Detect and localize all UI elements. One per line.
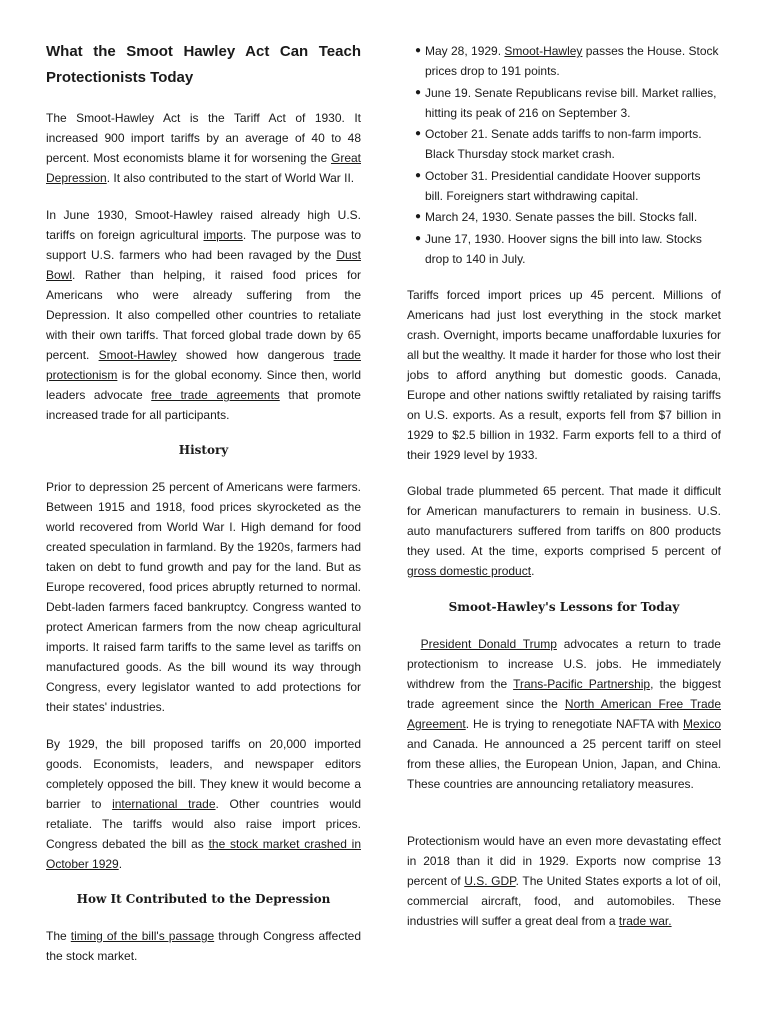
history-paragraph-2: By 1929, the bill proposed tariffs on 20,000 imported goods. Economists, leaders, and newspaper editors completely opposed the bill. They knew it would become a barrier to international trade. Other countries would retaliate. The tariffs would also raise import prices. Congress debated the bill as the stock market crashed in October 1929. bbox=[46, 737, 361, 871]
lessons-paragraph: President Donald Trump advocates a return to trade protectionism to increase U.S. jobs. He immediately withdrew from the Trans-Pacific Partnership, the biggest trade agreement since the North American Free Trade Agreement. He is trying to renegotiate NAFTA with Mexico and Canada. He announced a 25 percent tariff on steel from these allies, the European Union, Japan, and China. These countries are announcing retaliatory measures. bbox=[407, 637, 721, 791]
intro-paragraph: The Smoot-Hawley Act is the Tariff Act of 1930. It increased 900 import tariffs by an average of 40 to 48 percent. Most economists blame it for worsening the Great Depression. It also contributed to the start of World War II. bbox=[46, 111, 361, 185]
link-trans-pacific-partnership[interactable]: Trans-Pacific Partnership bbox=[513, 677, 651, 691]
link-gross-domestic-product[interactable]: gross domestic product bbox=[407, 564, 532, 578]
bullet-icon: ● bbox=[415, 232, 422, 244]
link-dust-bowl[interactable]: Dust Bowl bbox=[46, 248, 361, 282]
final-paragraph: Protectionism would have an even more devastating effect in 2018 than it did in 1929. Exports now comprise 13 percent of U.S. GDP. The United States exports a lot of oil, commercial aircraft, food, and automobiles. These industries will suffer a great deal from a trade war. bbox=[407, 834, 721, 928]
link-mexico[interactable]: Mexico bbox=[682, 717, 721, 731]
timeline-item: ● June 19. Senate Republicans revise bill. Market rallies, hitting its peak of 216 on September 3. bbox=[415, 83, 721, 123]
bullet-icon: ● bbox=[415, 169, 422, 181]
global-trade-paragraph: Global trade plummeted 65 percent. That made it difficult for American manufacturers to remain in business. U.S. auto manufacturers suffered from tariffs on 800 products they used. At the time, exports comprised 5 percent of gross domestic product. bbox=[407, 484, 721, 578]
timeline-item: ● May 28, 1929. Smoot-Hawley passes the House. Stock prices drop to 191 points. bbox=[415, 41, 721, 81]
link-timing-of-bill[interactable]: timing of the bill's passage bbox=[70, 929, 215, 943]
link-timeline-smoot-hawley[interactable]: Smoot-Hawley bbox=[504, 44, 583, 58]
link-great-depression[interactable]: Great Depression bbox=[46, 151, 361, 185]
link-imports[interactable]: imports bbox=[203, 228, 243, 242]
heading-lessons-for-today: Smoot-Hawley's Lessons for Today bbox=[448, 600, 680, 614]
timeline-item: ● June 17, 1930. Hoover signs the bill into law. Stocks drop to 140 in July. bbox=[415, 229, 721, 269]
history-paragraph-1: Prior to depression 25 percent of Americans were farmers. Between 1915 and 1918, food prices skyrocketed as the world recovered from World War I. High demand for food created speculation in farmland. By the 1920s, farmers had taken on debt to fund growth and pay for the land. But as Europe recovered, food prices abruptly returned to normal. Debt-laden farmers faced bankruptcy. Congress wanted to protect American farmers from the now cheap agricultural imports. It raised farm tariffs to the same level as tariffs on manufactured goods. As the bill wound its way through Congress, every legislator wanted to add protections for their states' industries. bbox=[46, 480, 361, 714]
timeline-item: ● October 31. Presidential candidate Hoover supports bill. Foreigners start withdrawing capital. bbox=[415, 166, 721, 206]
timeline-list bbox=[415, 41, 721, 270]
link-free-trade-agreements[interactable]: free trade agreements bbox=[151, 388, 280, 402]
link-nafta[interactable]: North American Free Trade Agreement bbox=[407, 697, 721, 731]
bullet-icon: ● bbox=[415, 128, 422, 139]
paragraph-june-1930: In June 1930, Smoot-Hawley raised already high U.S. tariffs on foreign agricultural imports. The purpose was to support U.S. farmers who had been ravaged by the Dust Bowl. Rather than helping, it raised food prices for Americans who were already suffering from the Depression. It also compelled other countries to retaliate with their own tariffs. That forced global trade down by 65 percent. Smoot-Hawley showed how dangerous trade protectionism is for the global economy. Since then, world leaders advocate free trade agreements that promote increased trade for all participants. bbox=[46, 208, 361, 422]
heading-history: History bbox=[178, 443, 229, 457]
timeline-item: ● October 21. Senate adds tariffs to non-farm imports. Black Thursday stock market crash. bbox=[415, 124, 721, 164]
heading-how-it-contributed: How It Contributed to the Depression bbox=[76, 892, 331, 906]
bullet-icon: ● bbox=[415, 45, 422, 56]
link-trade-protectionism[interactable]: trade protectionism bbox=[46, 348, 361, 382]
tariffs-paragraph: Tariffs forced import prices up 45 percent. Millions of Americans had just lost everything in the stock market crash. Overnight, imports became unaffordable luxuries for all but the wealthy. It made it harder for those who lost their jobs to afford anything but domestic goods. Canada, Europe and other nations swiftly retaliated by raising tariffs on U.S. exports. As a result, exports fell from $7 billion in 1929 to $2.5 billion in 1932. Farm exports fell to a third of their 1929 level by 1933. bbox=[407, 288, 721, 462]
bullet-icon: ● bbox=[415, 86, 422, 98]
link-international-trade[interactable]: international trade bbox=[112, 797, 216, 811]
link-stock-market-crash[interactable]: the stock market crashed in October 1929 bbox=[46, 837, 361, 871]
contrib-paragraph: The timing of the bill's passage through Congress affected the stock market. bbox=[46, 929, 361, 963]
bullet-icon: ● bbox=[415, 211, 422, 222]
link-president-donald-trump[interactable]: President Donald Trump bbox=[420, 637, 557, 651]
article-title: What the Smoot Hawley Act Can Teach Protectionists Today bbox=[46, 43, 361, 86]
link-trade-war[interactable]: trade war. bbox=[618, 914, 672, 928]
timeline-item: ● March 24, 1930. Senate passes the bill. Stocks fall. bbox=[415, 207, 721, 227]
link-smoot-hawley[interactable]: Smoot-Hawley bbox=[98, 348, 177, 362]
link-us-gdp[interactable]: U.S. GDP bbox=[464, 874, 516, 888]
